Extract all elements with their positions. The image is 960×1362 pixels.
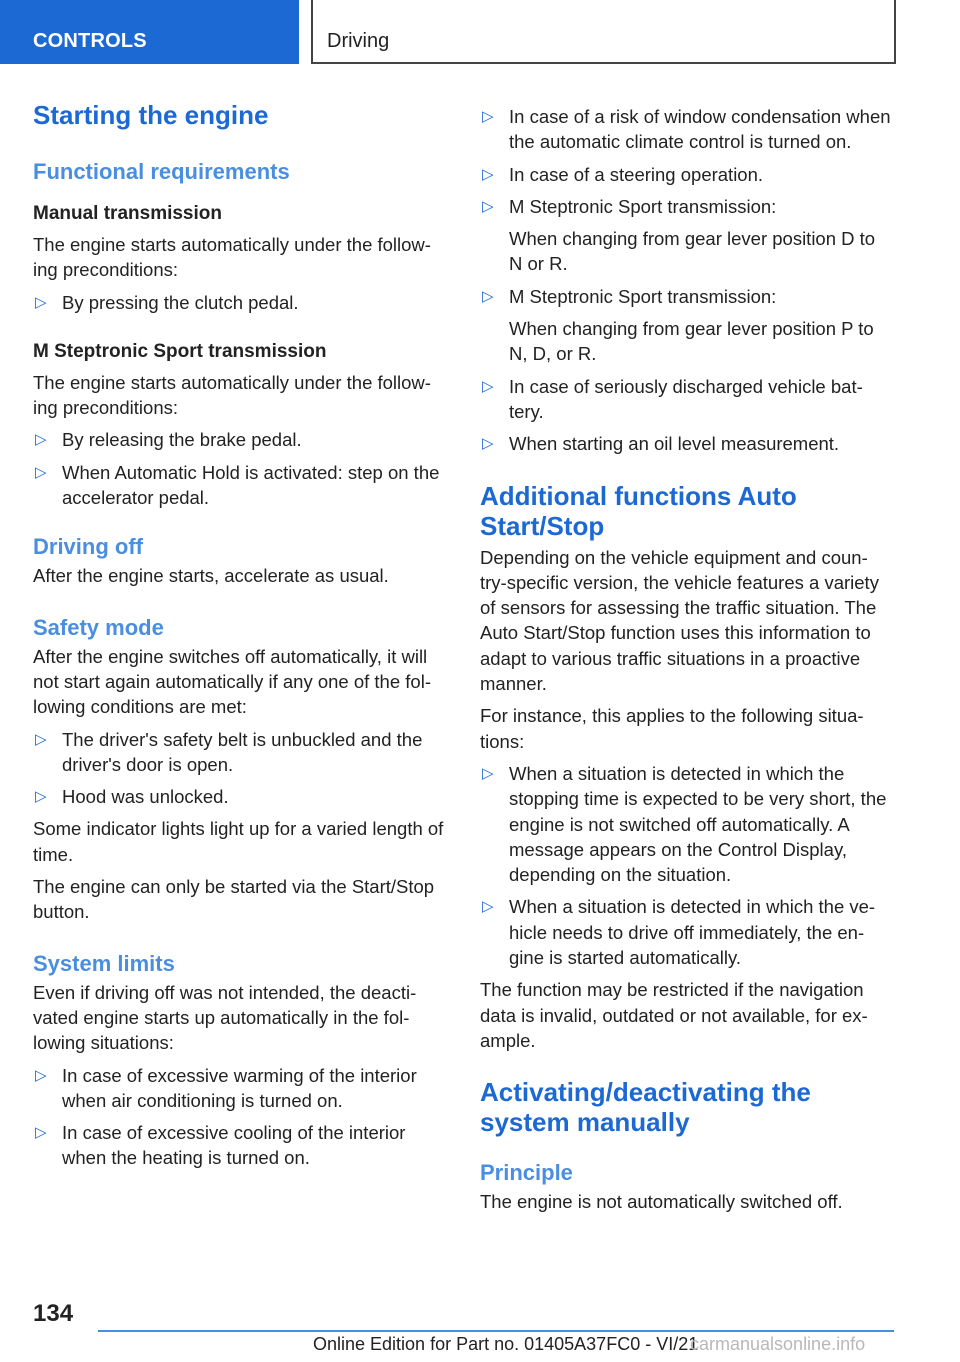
list-item: ▷ When Automatic Hold is activated: step on the accelerator pedal. [35, 461, 440, 509]
additional-text2: For instance, this applies to the following situa-tions: [480, 705, 864, 752]
manual-text: The engine starts automatically under the follow-ing preconditions: [33, 234, 431, 281]
heading-system-limits: System limits [33, 950, 175, 976]
bullet-icon: ▷ [482, 108, 494, 125]
bullet-icon: ▷ [482, 165, 494, 183]
bullet-icon: ▷ [35, 1066, 47, 1084]
heading-driving-off: Driving off [33, 534, 143, 560]
bullet-icon: ▷ [482, 898, 494, 916]
list-item: ▷ In case of seriously discharged vehicle bat-tery. [482, 375, 863, 422]
page-number: 134 [33, 1300, 74, 1327]
chapter-header: Driving [311, 0, 896, 64]
additional-list [480, 761, 892, 970]
limits-list [33, 1063, 447, 1171]
heading-functional-requirements: Functional requirements [33, 159, 290, 184]
list-item: ▷ When starting an oil level measurement. [480, 431, 892, 456]
driving-off-text: After the engine starts, accelerate as usual. [33, 565, 389, 587]
bullet-icon: ▷ [482, 764, 494, 782]
manual-list [33, 290, 447, 315]
bullet-icon: ▷ [35, 431, 47, 449]
list-item: ▷ When a situation is detected in which the stopping time is expected to be very short, the engine is not switched off automatically. A message appears on the Control Display, depending on the situation. [482, 762, 887, 886]
list-item: ▷ By pressing the clutch pedal. [33, 290, 447, 315]
right-column [480, 104, 892, 1215]
left-column [33, 100, 447, 1171]
bullet-icon: ▷ [35, 730, 47, 748]
footer-edition: Online Edition for Part no. 01405A37FC0 - VI/21 [313, 1334, 699, 1354]
limits-text: Even if driving off was not intended, the deacti-vated engine starts up automatically in the fol-lowing situations: [33, 981, 417, 1054]
heading-starting-engine: Starting the engine [33, 100, 269, 130]
limits-list-continued [480, 104, 892, 457]
watermark: carmanualsonline.info [690, 1334, 866, 1354]
list-item-sub: When changing from gear lever position D to N or R. [509, 228, 876, 275]
list-item: ▷ Hood was unlocked. [33, 784, 447, 809]
heading-safety-mode: Safety mode [33, 614, 164, 640]
bullet-icon: ▷ [482, 377, 494, 395]
section-tab: CONTROLS [0, 0, 299, 64]
list-item: ▷ In case of a risk of window condensation when the automatic climate control is turned on. [482, 106, 891, 153]
bullet-icon: ▷ [482, 435, 494, 453]
heading-principle: Principle [480, 1160, 573, 1186]
heading-manual-transmission: Manual transmission [33, 203, 222, 224]
principle-text: The engine is not automatically switched off. [480, 1191, 843, 1213]
bullet-icon: ▷ [35, 1124, 47, 1142]
additional-text3: The function may be restricted if the navigation data is invalid, outdated or not available, for ex-ample. [480, 979, 868, 1051]
safety-list [33, 727, 447, 810]
safety-text: After the engine switches off automatically, it will not start again automatically if any one of the fol-lowing conditions are met: [33, 645, 431, 718]
bullet-icon: ▷ [482, 197, 494, 215]
list-item-sub: When changing from gear lever position P to N, D, or R. [509, 318, 874, 365]
bullet-icon: ▷ [35, 788, 47, 806]
list-item: ▷ In case of excessive cooling of the interior when the heating is turned on. [35, 1122, 406, 1169]
footer-divider [98, 1330, 894, 1332]
list-item: ▷ In case of a steering operation. [480, 162, 892, 187]
bullet-icon: ▷ [35, 463, 47, 481]
list-item: ▷ M Steptronic Sport transmission: When changing from gear lever position P to N, D, or R. [480, 284, 892, 367]
list-item: ▷ By releasing the brake pedal. [33, 427, 447, 452]
safety-p3: The engine can only be started via the Start/Stop button. [33, 876, 435, 923]
list-item: ▷ The driver's safety belt is unbuckled and the driver's door is open. [35, 728, 423, 775]
heading-additional-functions: Additional functions Auto Start/Stop [480, 480, 797, 541]
bullet-icon: ▷ [482, 287, 494, 305]
safety-p2: Some indicator lights light up for a varied length of time. [33, 818, 444, 865]
list-item: ▷ M Steptronic Sport transmission: When changing from gear lever position D to N or R. [480, 194, 892, 277]
list-item: ▷ In case of excessive warming of the interior when air conditioning is turned on. [35, 1064, 417, 1111]
heading-activating: Activating/deactivating the system manually [480, 1077, 811, 1138]
mst-list [33, 427, 447, 510]
additional-text: Depending on the vehicle equipment and coun-try-specific version, the vehicle features a variety of sensors for assessing the traffic situation. The Auto Start/Stop function uses this information to adapt to various traffic situations in a proactive manner. [480, 546, 879, 695]
list-item: ▷ When a situation is detected in which the ve-hicle needs to drive off immediately, the en-gine is started automatically. [482, 896, 876, 969]
heading-mst: M Steptronic Sport transmission [33, 340, 327, 362]
bullet-icon: ▷ [35, 293, 47, 311]
mst-text: The engine starts automatically under the follow-ing preconditions: [33, 371, 431, 419]
